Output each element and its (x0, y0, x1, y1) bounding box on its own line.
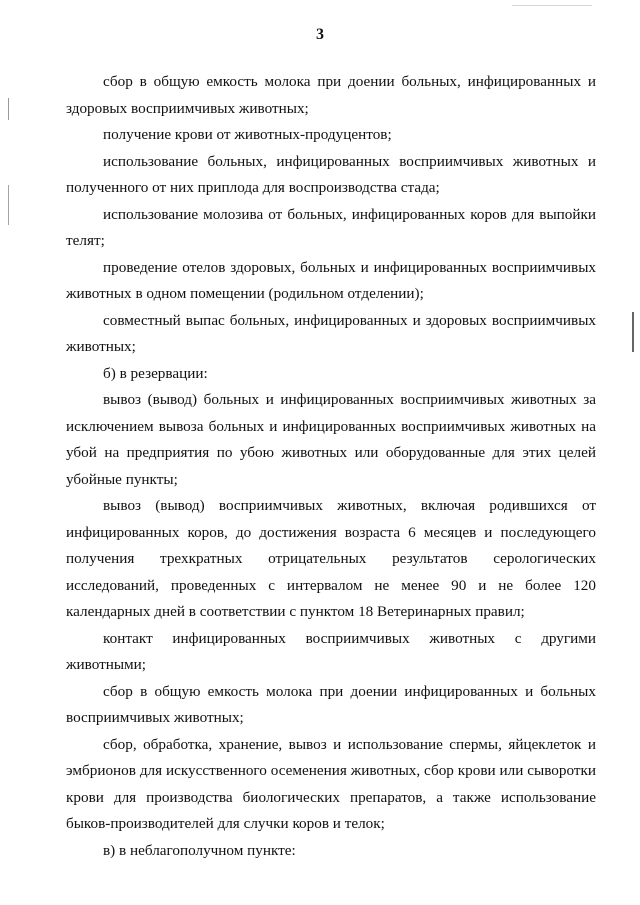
paragraph: получение крови от животных-продуцентов; (103, 126, 392, 143)
body-text (66, 69, 596, 864)
paragraph: сбор, обработка, хранение, вывоз и использование спермы, яйцеклеток и эмбрионов для искусственного осеменения животных, сбор крови или сыворотки крови для производства биологических препаратов, а также использование быков-производителей для случки коров и телок; (66, 735, 596, 832)
paragraph: совместный выпас больных, инфицированных и здоровых восприимчивых животных; (66, 311, 596, 355)
paragraph: контакт инфицированных восприимчивых животных с другими животными; (66, 629, 596, 673)
paragraph: использование больных, инфицированных восприимчивых животных и полученного от них приплода для воспроизводства стада; (66, 152, 596, 196)
scan-mark-top (512, 5, 592, 6)
scan-mark-left (8, 185, 9, 225)
scan-mark-left (8, 98, 9, 120)
paragraph: вывоз (вывод) больных и инфицированных восприимчивых животных за исключением вывоза больных и инфицированных восприимчивых животных на убой на предприятия по убою животных или оборудованные для этих целей убойные пункты; (66, 391, 596, 488)
paragraph: использование молозива от больных, инфицированных коров для выпойки телят; (66, 205, 596, 249)
paragraph: сбор в общую емкость молока при доении больных, инфицированных и здоровых восприимчивых животных; (66, 73, 596, 117)
paragraph: проведение отелов здоровых, больных и инфицированных восприимчивых животных в одном помещении (родильном отделении); (66, 258, 596, 302)
page-number: 3 (316, 26, 324, 43)
section-heading: б) в резервации: (103, 364, 208, 382)
paragraph: сбор в общую емкость молока при доении инфицированных и больных восприимчивых животных; (66, 682, 596, 726)
section-heading: в) в неблагополучном пункте: (103, 841, 296, 859)
paragraph: вывоз (вывод) восприимчивых животных, включая родившихся от инфицированных коров, до достижения возраста 6 месяцев и последующего получения трехкратных отрицательных результатов серологических исследований, проведенных с интервалом не менее 90 и не более 120 календарных дней в соответствии с пунктом 18 Ветеринарных правил; (66, 497, 596, 620)
scan-mark-right (632, 312, 634, 352)
